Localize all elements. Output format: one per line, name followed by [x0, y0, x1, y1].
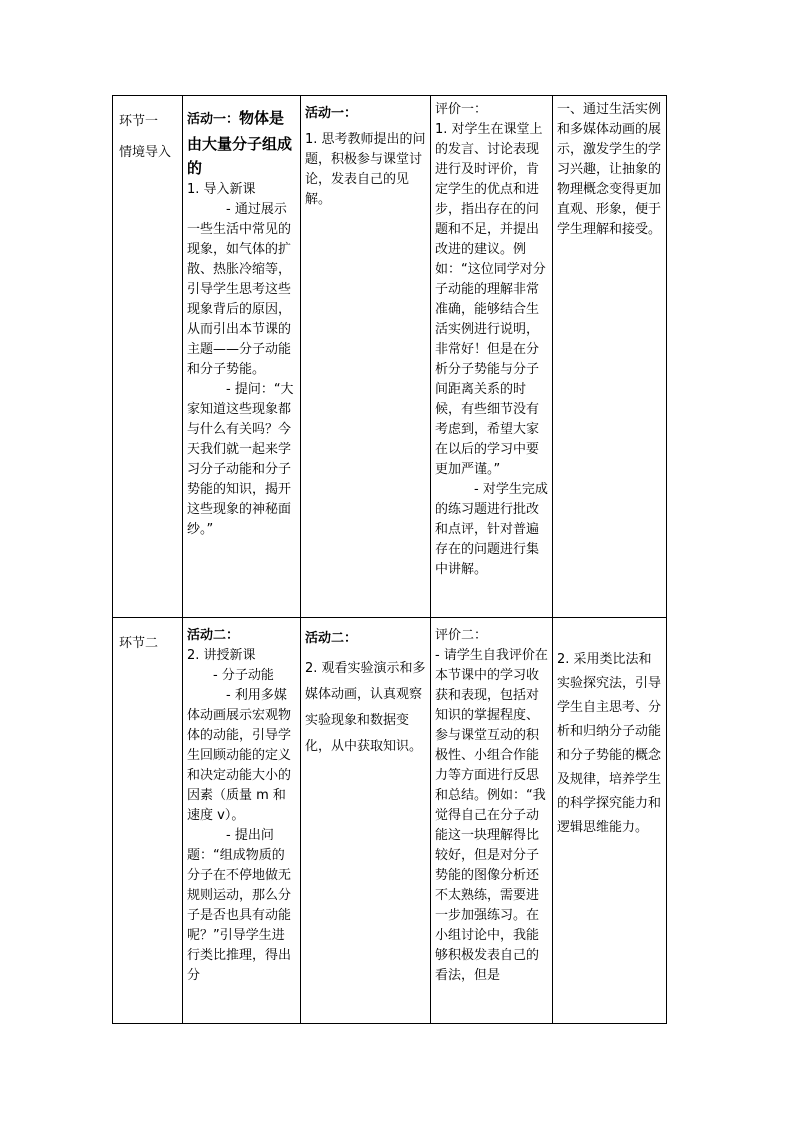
- table-row: [113, 96, 667, 618]
- design-intent-text: 一、通过生活实例和多媒体动画的展示，激发学生的学习兴趣，让抽象的物理概念变得更加直观、形象，便于学生理解和接受。: [557, 102, 662, 237]
- section-label: 环节二: [119, 636, 159, 651]
- student-activity-cell: [301, 618, 431, 1024]
- activity-title: 活动二：: [187, 628, 240, 643]
- lesson-plan-table: [112, 95, 667, 1024]
- activity-title: 活动二：: [305, 631, 358, 646]
- activity-paragraph: - 通过展示一些生活中常见的现象，如气体的扩散、热胀冷缩等，引导学生思考这些现象背后的原因，从而引出本节课的主题——分子动能和分子势能。: [187, 202, 292, 377]
- evaluation-title: 评价二：: [435, 628, 488, 643]
- activity-paragraph: - 提出问题：“组成物质的分子在不停地做无规则运动，那么分子是否也具有动能呢？”引导学生进行类比推理，得出分: [187, 828, 292, 983]
- section-cell: [113, 96, 183, 618]
- activity-step: 2. 讲授新课: [187, 648, 256, 663]
- evaluation-paragraph: - 请学生自我评价在本节课中的学习收获和表现，包括对知识的掌握程度、参与课堂互动的积极性、小组合作能力等方面进行反思和总结。例如：“我觉得自己在分子动能这一块理解得比较好，但是对分子势能的图像分析还不太熟练，需要进一步加强练习。在小组讨论中，我能够积极发表自己的看法，但是: [435, 648, 548, 983]
- activity-title: [187, 106, 296, 180]
- evaluation-paragraph: - 对学生完成的练习题进行批改和点评，针对普遍存在的问题进行集中讲解。: [435, 482, 548, 577]
- activity-title: 活动一：: [305, 106, 358, 121]
- evaluation-cell: [431, 96, 553, 618]
- design-intent-cell: [553, 96, 667, 618]
- section-label: 情境导入: [119, 145, 172, 160]
- section-label: 环节一: [119, 114, 159, 129]
- activity-paragraph: - 提问：“大家知道这些现象都与什么有关吗？今天我们就一起来学习分子动能和分子势能的知识，揭开这些现象的神秘面纱。”: [187, 382, 294, 537]
- section-cell: [113, 618, 183, 1024]
- evaluation-title: 评价一：: [435, 102, 488, 117]
- table-row: [113, 618, 667, 1024]
- design-intent-text: 2. 采用类比法和实验探究法，引导学生自主思考、分析和归纳分子动能和分子势能的概念及规律，培养学生的科学探究能力和逻辑思维能力。: [557, 652, 662, 835]
- activity-title-rest: 物体是由大量分子组成的: [187, 109, 293, 177]
- activity-step: 1. 导入新课: [187, 182, 256, 197]
- evaluation-paragraph: 1. 对学生在课堂上的发言、讨论表现进行及时评价，肯定学生的优点和进步，指出存在的问题和不足，并提出改进的建议。例如：“这位同学对分子动能的理解非常准确，能够结合生活实例进行说明，非常好！但是在分析分子势能与分子间距离关系的时候，有些细节没有考虑到，希望大家在以后的学习中要更加严谨。”: [435, 122, 546, 477]
- teacher-activity-cell: [183, 96, 301, 618]
- activity-paragraph: 2. 观看实验演示和多媒体动画，认真观察实验现象和数据变化，从中获取知识。: [305, 661, 426, 754]
- activity-paragraph: 1. 思考教师提出的问题，积极参与课堂讨论，发表自己的见解。: [305, 132, 426, 207]
- activity-subtitle: - 分子动能: [213, 668, 274, 683]
- design-intent-cell: [553, 618, 667, 1024]
- activity-title-prefix: 活动一：: [187, 112, 240, 127]
- teacher-activity-cell: [183, 618, 301, 1024]
- student-activity-cell: [301, 96, 431, 618]
- activity-paragraph: - 利用多媒体动画展示宏观物体的动能，引导学生回顾动能的定义和决定动能大小的因素（质量 m 和速度 v）。: [187, 688, 292, 823]
- evaluation-cell: [431, 618, 553, 1024]
